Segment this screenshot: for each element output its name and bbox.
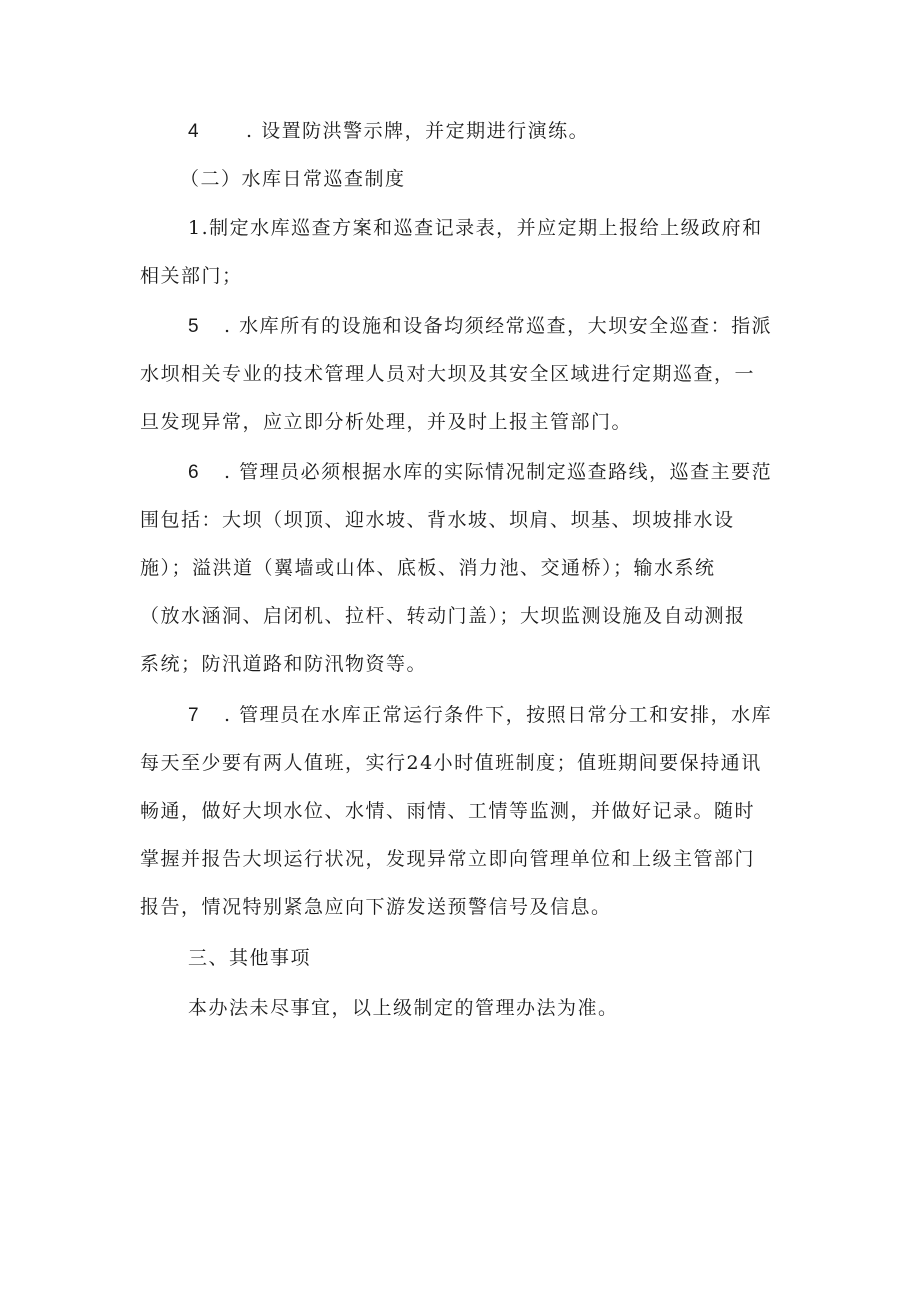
- item-7-line-5: 报告，情况特别紧急应向下游发送预警信号及信息。: [140, 896, 612, 918]
- item-text: . 设置防洪警示牌，并定期进行演练。: [246, 120, 590, 142]
- item-1: [140, 204, 788, 300]
- closing-paragraph: 本办法未尽事宜，以上级制定的管理办法为准。: [188, 997, 619, 1019]
- item-7-line-1: 7 . 管理员在水库正常运行条件下，按照日常分工和安排，水库: [140, 691, 788, 739]
- item-6-line-1: 6 . 管理员必须根据水库的实际情况制定巡查路线，巡查主要范: [140, 448, 788, 496]
- item-6-line-4: （放水涵洞、启闭机、拉杆、转动门盖）；大坝监测设施及自动测报: [140, 605, 746, 627]
- item-7-line-4: 掌握并报告大坝运行状况，发现异常立即向管理单位和上级主管部门: [140, 848, 756, 870]
- item-5-line-3: 旦发现异常，应立即分析处理，并及时上报主管部门。: [140, 411, 633, 433]
- item-4: [140, 107, 788, 155]
- item-6-line-3: 施）；溢洪道（翼墙或山体、底板、消力池、交通桥）；输水系统: [140, 557, 716, 579]
- item-6-line-5: 系统；防汛道路和防汛物资等。: [140, 653, 428, 675]
- item-5-line-2: 水坝相关专业的技术管理人员对大坝及其安全区域进行定期巡查，一: [140, 363, 756, 385]
- item-number: 6: [188, 462, 201, 483]
- item-1-line-2: 相关部门；: [140, 265, 243, 287]
- item-6-line-2: 围包括：大坝（坝顶、迎水坡、背水坡、坝肩、坝基、坝坡排水设: [140, 509, 735, 531]
- item-number: 4: [188, 121, 201, 142]
- item-7: [140, 691, 788, 931]
- item-6: [140, 448, 788, 688]
- item-7-line-2: 每天至少要有两人值班，实行24小时值班制度；值班期间要保持通讯: [140, 752, 762, 774]
- item-5: [140, 302, 788, 446]
- item-7-line-3: 畅通，做好大坝水位、水情、雨情、工情等监测，并做好记录。随时: [140, 800, 756, 822]
- section-heading-3: 三、其他事项: [188, 947, 312, 969]
- item-5-line-1: 5 . 水库所有的设施和设备均须经常巡查，大坝安全巡查：指派: [140, 302, 788, 350]
- item-number: 7: [188, 705, 201, 726]
- item-number: 5: [188, 316, 201, 337]
- item-1-line-1: 1.制定水库巡查方案和巡查记录表，并应定期上报给上级政府和: [188, 217, 763, 239]
- section-heading-2: （二）水库日常巡查制度: [180, 168, 406, 190]
